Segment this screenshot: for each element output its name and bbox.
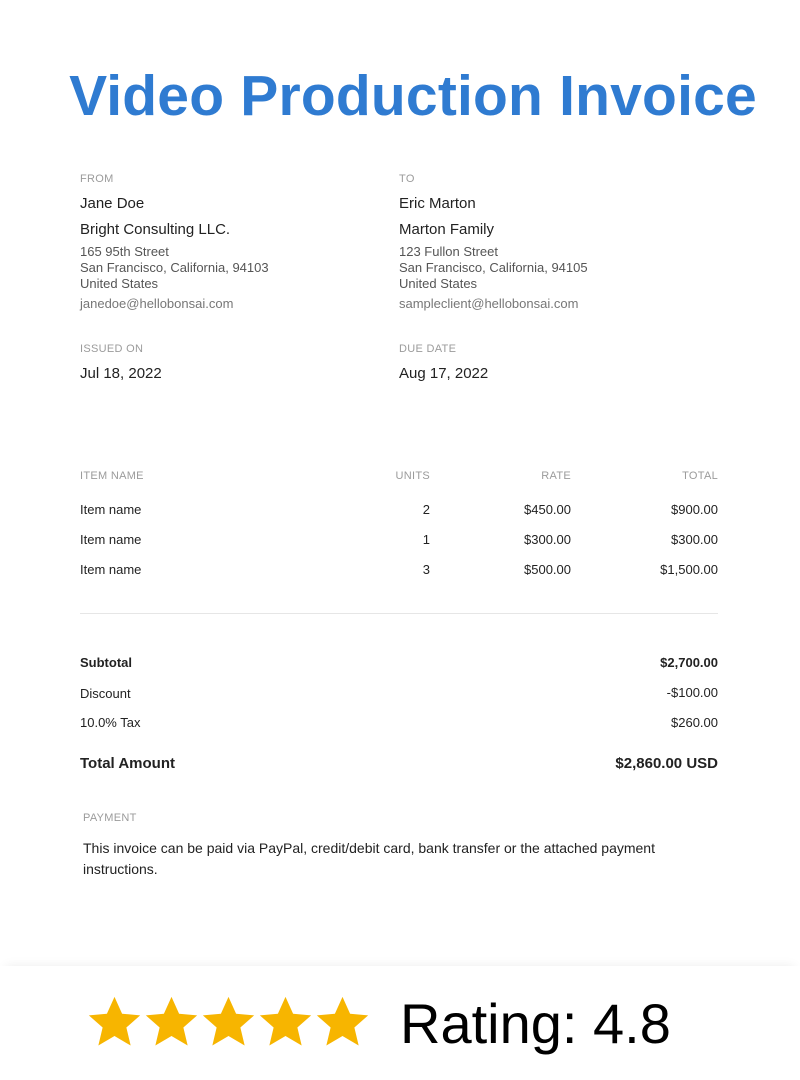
table-row-total: $900.00: [671, 502, 718, 517]
table-row-item-name: Item name: [80, 532, 142, 547]
to-name: Eric Marton: [399, 195, 476, 212]
star-icon: [257, 994, 314, 1051]
to-address-line: United States: [399, 276, 478, 291]
issued-on-label: ISSUED ON: [80, 343, 144, 355]
from-email: janedoe@hellobonsai.com: [80, 296, 234, 311]
from-label: FROM: [80, 173, 114, 185]
table-row-rate: $450.00: [524, 502, 571, 517]
payment-instructions: This invoice can be paid via PayPal, credit/debit card, bank transfer or the attached payment instructions.: [83, 840, 655, 877]
due-date-label: DUE DATE: [399, 343, 457, 355]
total-amount-value: $2,860.00 USD: [615, 755, 718, 772]
to-address-line: 123 Fullon Street: [399, 244, 499, 259]
table-row-units: 3: [422, 562, 430, 577]
star-icon: [314, 994, 371, 1051]
table-row-units: 2: [422, 502, 430, 517]
table-row-item-name: Item name: [80, 562, 142, 577]
tax-value: $260.00: [671, 715, 718, 730]
table-row-total: $300.00: [671, 532, 718, 547]
to-address-line: San Francisco, California, 94105: [399, 260, 588, 275]
from-address-line: United States: [80, 276, 159, 291]
issued-on-date: Jul 18, 2022: [80, 365, 162, 382]
from-address-line: San Francisco, California, 94103: [80, 260, 269, 275]
table-row-item-name: Item name: [80, 502, 142, 517]
payment-label: PAYMENT: [83, 812, 137, 824]
table-row-units: 1: [422, 532, 430, 547]
star-icon: [200, 994, 257, 1051]
table-divider: [80, 613, 718, 614]
subtotal-label: Subtotal: [80, 655, 132, 670]
rating-text: Rating: 4.8: [400, 992, 671, 1055]
from-company: Bright Consulting LLC.: [80, 221, 231, 238]
discount-value: -$100.00: [666, 685, 718, 700]
invoice-title: Video Production Invoice: [69, 64, 757, 128]
table-row-total: $1,500.00: [660, 562, 718, 577]
column-header-rate: RATE: [541, 470, 571, 482]
star-icon: [143, 994, 200, 1051]
due-date-value: Aug 17, 2022: [399, 365, 489, 382]
to-label: TO: [399, 173, 415, 185]
to-company: Marton Family: [399, 221, 495, 238]
column-header-total: TOTAL: [682, 470, 718, 482]
total-amount-label: Total Amount: [80, 755, 175, 772]
tax-label: 10.0% Tax: [80, 715, 141, 730]
column-header-units: UNITS: [395, 470, 430, 482]
table-row-rate: $500.00: [524, 562, 571, 577]
column-header-item-name: ITEM NAME: [80, 470, 144, 482]
rating-stars: [86, 994, 371, 1052]
discount-label: Discount: [80, 686, 131, 701]
from-address-line: 165 95th Street: [80, 244, 169, 259]
to-email: sampleclient@hellobonsai.com: [399, 296, 579, 311]
subtotal-value: $2,700.00: [660, 655, 718, 670]
star-icon: [86, 994, 143, 1051]
from-name: Jane Doe: [80, 195, 145, 212]
table-row-rate: $300.00: [524, 532, 571, 547]
